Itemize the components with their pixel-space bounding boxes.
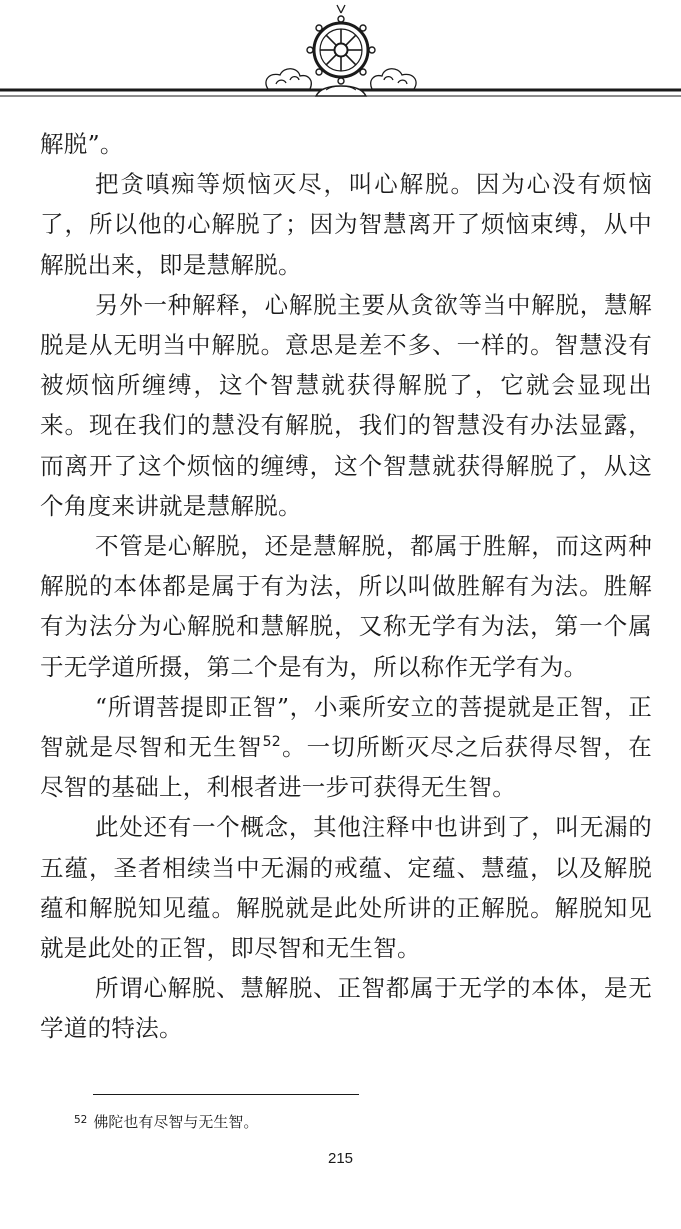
paragraph-5-before: “所谓菩提即正智”，小乘所安立的菩提就是正智，正智就是尽智和无生智 (40, 692, 652, 762)
right-cloud-icon (371, 69, 416, 89)
paragraph-2: 把贪嗔痴等烦恼灭尽，叫心解脱。因为心没有烦恼了，所以他的心解脱了；因为智慧离开了烦恼束缚，从中解脱出来，即是慧解脱。 (40, 170, 652, 279)
footnote-number: 52 (74, 1114, 88, 1126)
left-cloud-icon (266, 69, 311, 89)
footnote-divider (93, 1094, 359, 1095)
paragraph-4: 不管是心解脱，还是慧解脱，都属于胜解，而这两种解脱的本体都是属于有为法，所以叫做胜解有为法。胜解有为法分为心解脱和慧解脱，又称无学有为法，第一个属于无学道所摄，第二个是有为，所以称作无学有为。 (40, 532, 652, 681)
page-number: 215 (327, 1150, 354, 1167)
header-ornament (0, 0, 681, 110)
paragraph-3: 另外一种解释，心解脱主要从贪欲等当中解脱，慧解脱是从无明当中解脱。意思是差不多、一样的。智慧没有被烦恼所缠缚，这个智慧就获得解脱了，它就会显现出来。现在我们的慧没有解脱，我们的智慧没有办法显露，而离开了这个烦恼的缠缚，这个智慧就获得解脱了，从这个角度来讲就是慧解脱。 (40, 290, 652, 520)
footnote-text: 佛陀也有尽智与无生智。 (93, 1113, 259, 1131)
paragraph-5 (40, 687, 652, 808)
paragraph-5-after: 。一切所断灭尽之后获得尽智，在尽智的基础上，利根者进一步可获得无生智。 (40, 733, 652, 802)
body-text (40, 124, 652, 1049)
footnote (74, 1110, 258, 1132)
paragraph-7: 所谓心解脱、慧解脱、正智都属于无学的本体，是无学道的特法。 (40, 974, 652, 1043)
dharma-wheel-icon (307, 5, 375, 96)
page-header (0, 0, 681, 110)
paragraph-6: 此处还有一个概念，其他注释中也讲到了，叫无漏的五蕴，圣者相续当中无漏的戒蕴、定蕴、慧蕴，以及解脱蕴和解脱知见蕴。解脱就是此处所讲的正解脱。解脱知见就是此处的正智，即尽智和无生智。 (40, 813, 652, 963)
paragraph-1: 解脱”。 (40, 130, 124, 158)
footnote-ref[interactable]: 52 (262, 734, 282, 751)
